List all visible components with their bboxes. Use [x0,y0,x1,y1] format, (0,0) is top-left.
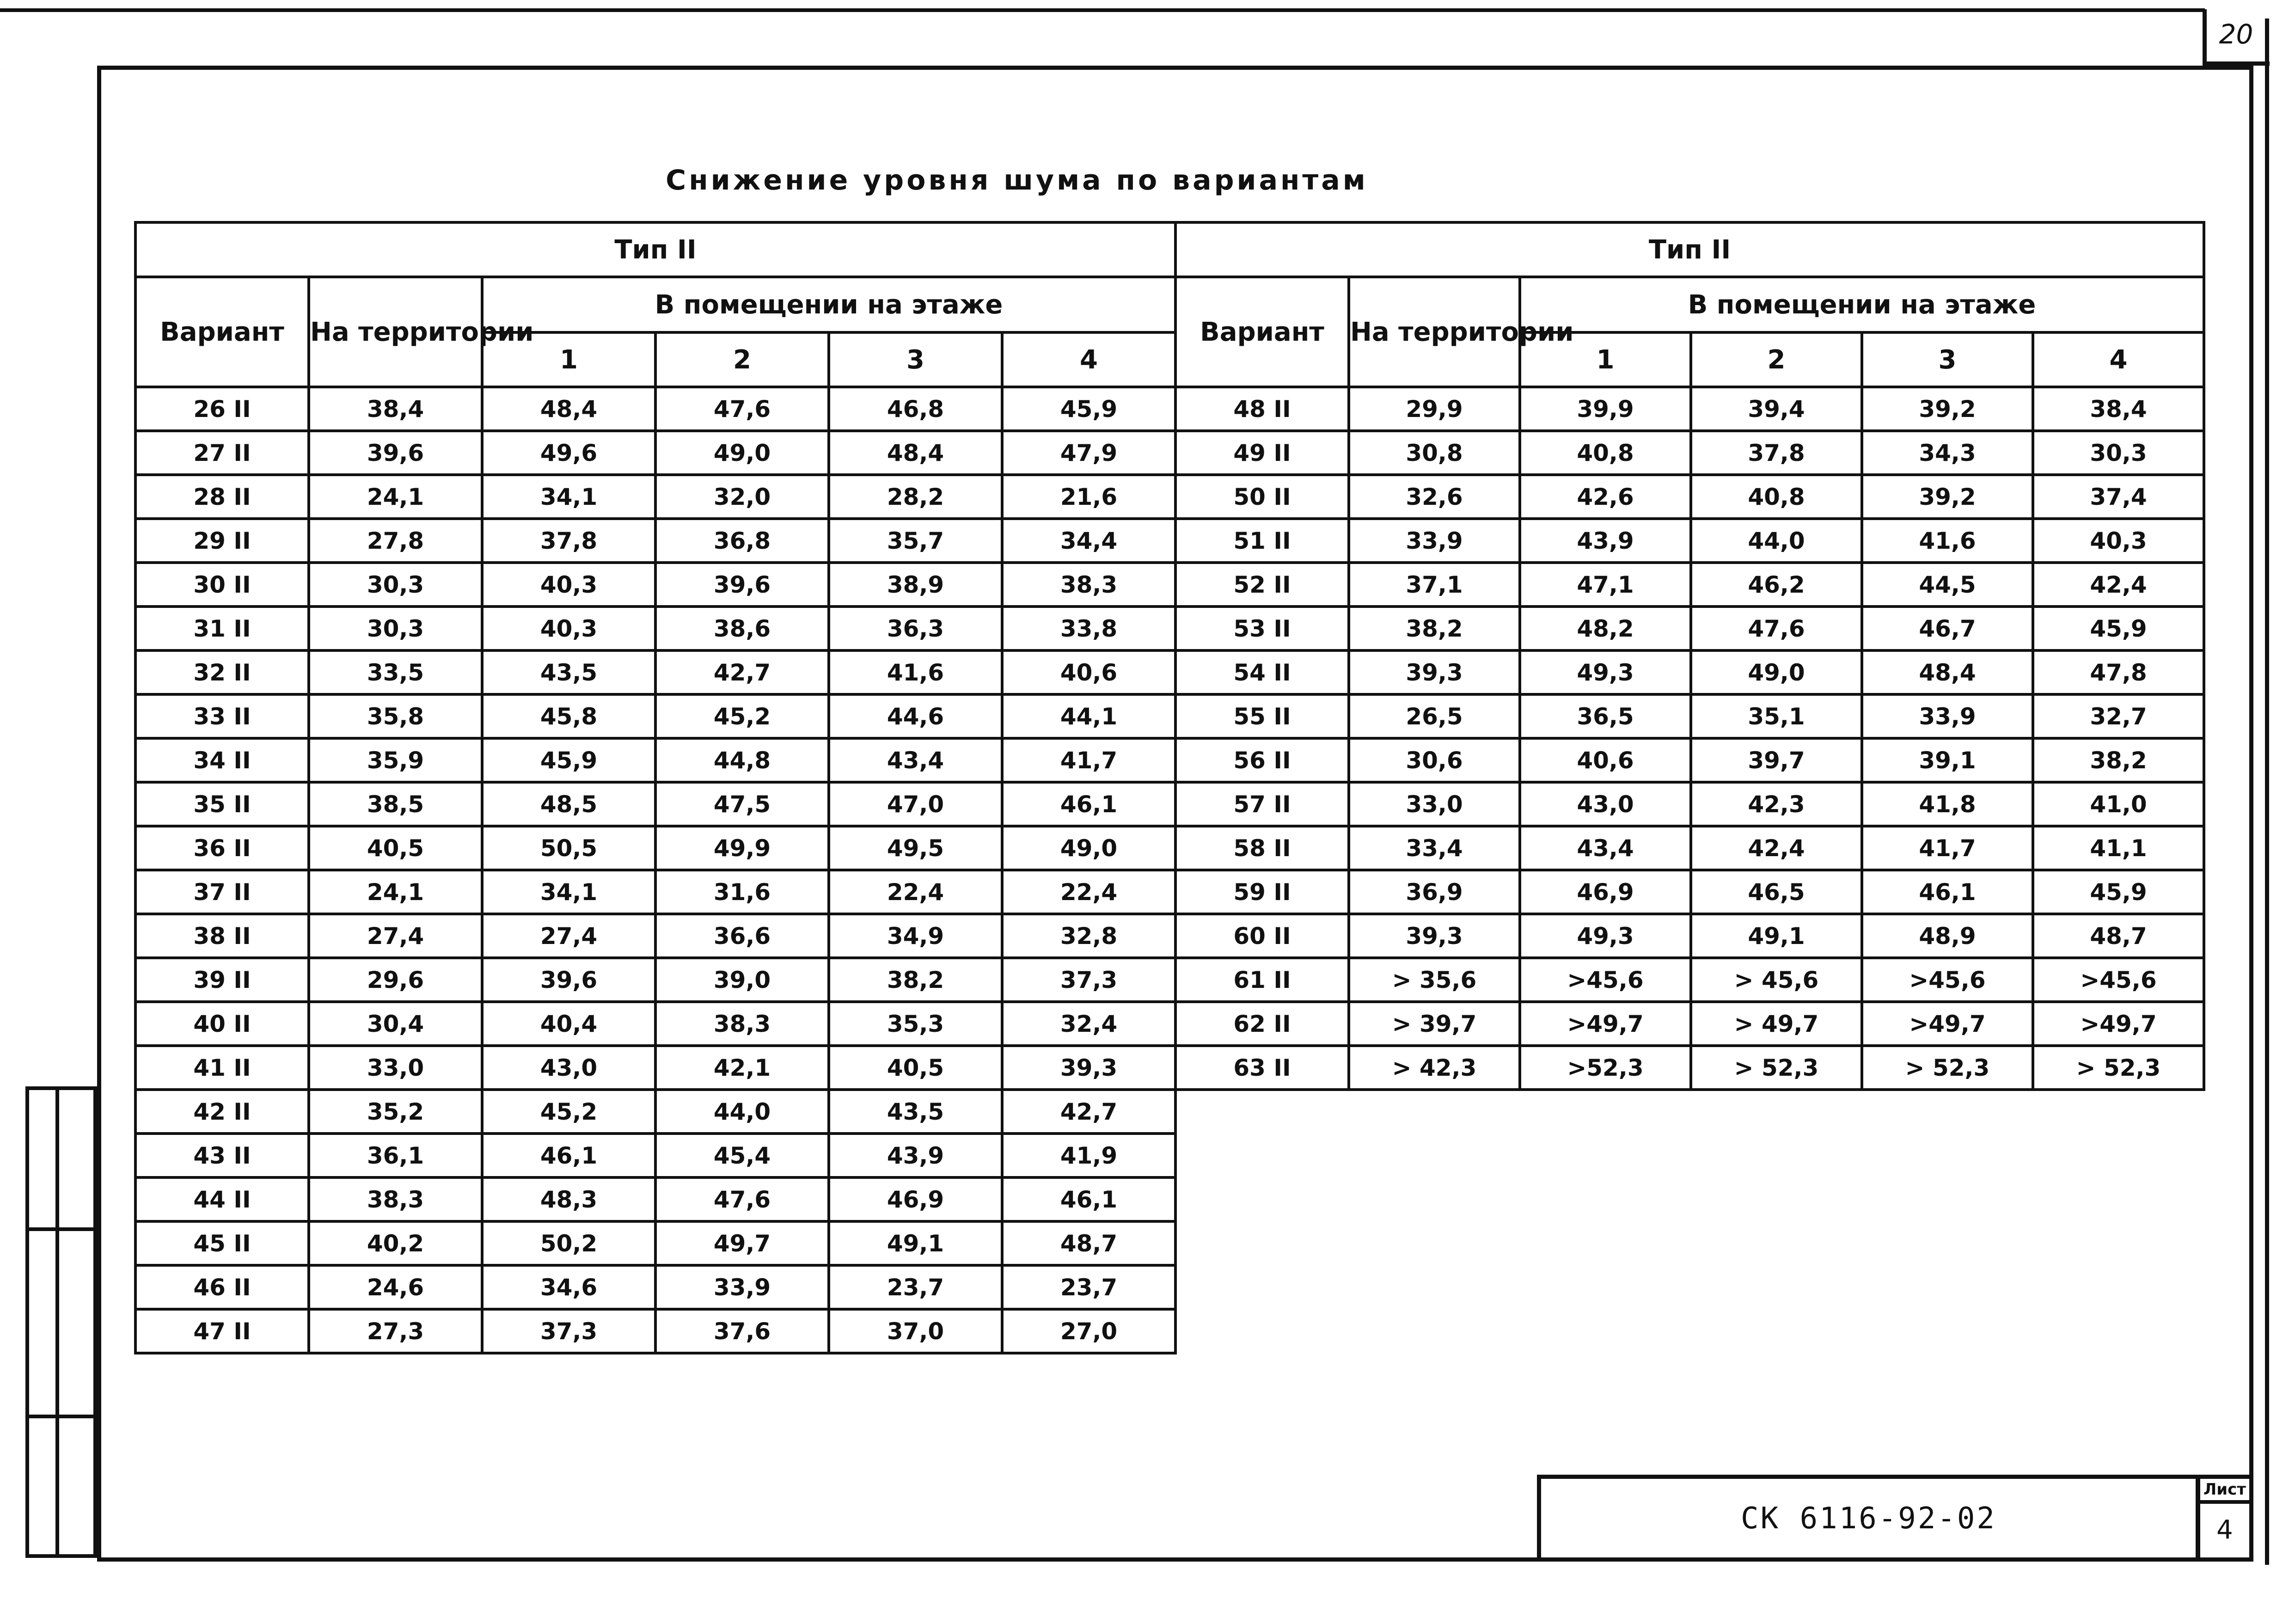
table-row [135,694,1175,738]
column-header-room: В помещении на этаже [1520,277,2204,332]
floor-2-cell: 39,0 [655,958,829,1002]
table-row [135,1002,1175,1046]
territory-cell: 35,8 [309,694,482,738]
territory-cell: > 35,6 [1349,958,1520,1002]
table-row [135,563,1175,607]
table-row [1175,694,2204,738]
floor-3-cell: 44,5 [1862,563,2033,607]
variant-cell: 27 II [135,431,309,475]
floor-4-cell: 41,7 [1002,738,1175,782]
floor-3-cell: 41,7 [1862,826,2033,870]
table-row [135,870,1175,914]
variant-cell: 37 II [135,870,309,914]
territory-cell: 29,9 [1349,387,1520,431]
floor-3-cell: 46,7 [1862,607,2033,650]
floor-4-cell: 37,4 [2033,475,2204,519]
table-row [135,782,1175,826]
territory-cell: 24,1 [309,475,482,519]
variant-cell: 48 II [1175,387,1349,431]
table-row [135,1265,1175,1309]
floor-4-cell: 32,8 [1002,914,1175,958]
variant-cell: 47 II [135,1309,309,1353]
floor-1-cell: 48,4 [482,387,655,431]
variant-cell: 31 II [135,607,309,650]
table-row [135,1134,1175,1177]
territory-cell: 38,2 [1349,607,1520,650]
floor-2-cell: > 45,6 [1691,958,1862,1002]
floor-2-cell: > 52,3 [1691,1046,1862,1090]
floor-2-cell: 36,8 [655,519,829,563]
floor-1-cell: 48,5 [482,782,655,826]
floor-4-cell: 22,4 [1002,870,1175,914]
variant-cell: 59 II [1175,870,1349,914]
territory-cell: > 39,7 [1349,1002,1520,1046]
floor-2-cell: 37,6 [655,1309,829,1353]
floor-3-cell: 35,3 [829,1002,1002,1046]
variant-cell: 43 II [135,1134,309,1177]
table-row [135,826,1175,870]
floor-4-cell: 23,7 [1002,1265,1175,1309]
floor-1-cell: 43,9 [1520,519,1691,563]
floor-1-cell: 42,6 [1520,475,1691,519]
variant-cell: 54 II [1175,650,1349,694]
variant-cell: 36 II [135,826,309,870]
floor-4-cell: 38,4 [2033,387,2204,431]
territory-cell: 27,8 [309,519,482,563]
floor-2-cell: 44,0 [655,1090,829,1134]
floor-2-cell: 36,6 [655,914,829,958]
floor-3-cell: 47,0 [829,782,1002,826]
territory-cell: 29,6 [309,958,482,1002]
column-header-territory: На территории [1349,277,1520,387]
floor-4-cell: 44,1 [1002,694,1175,738]
floor-header: 3 [1862,332,2033,387]
floor-1-cell: 27,4 [482,914,655,958]
floor-3-cell: 41,6 [1862,519,2033,563]
column-header-room: В помещении на этаже [482,277,1175,332]
territory-cell: 33,4 [1349,826,1520,870]
table-row [135,738,1175,782]
floor-3-cell: 33,9 [1862,694,2033,738]
variant-cell: 58 II [1175,826,1349,870]
territory-cell: 30,8 [1349,431,1520,475]
variant-cell: 62 II [1175,1002,1349,1046]
left-margin-divider [25,1227,97,1231]
table-row [1175,826,2204,870]
floor-2-cell: 39,7 [1691,738,1862,782]
territory-cell: 39,6 [309,431,482,475]
floor-2-cell: 47,6 [655,387,829,431]
floor-3-cell: 43,5 [829,1090,1002,1134]
table-row [135,607,1175,650]
floor-1-cell: 40,8 [1520,431,1691,475]
territory-cell: 37,1 [1349,563,1520,607]
territory-cell: 30,4 [309,1002,482,1046]
floor-3-cell: 49,1 [829,1221,1002,1265]
variant-cell: 41 II [135,1046,309,1090]
variant-cell: 28 II [135,475,309,519]
floor-1-cell: 34,1 [482,870,655,914]
table-row [135,914,1175,958]
variant-cell: 32 II [135,650,309,694]
floor-4-cell: 37,3 [1002,958,1175,1002]
table-row [1175,782,2204,826]
floor-2-cell: 46,5 [1691,870,1862,914]
floor-4-cell: 38,2 [2033,738,2204,782]
territory-cell: 33,9 [1349,519,1520,563]
territory-cell: 40,2 [309,1221,482,1265]
territory-cell: 27,3 [309,1309,482,1353]
variant-cell: 35 II [135,782,309,826]
variant-cell: 39 II [135,958,309,1002]
table-row [1175,475,2204,519]
document-code: СК 6116-92-02 [1741,1501,1996,1536]
floor-3-cell: 22,4 [829,870,1002,914]
floor-1-cell: 43,5 [482,650,655,694]
territory-cell: 24,6 [309,1265,482,1309]
floor-4-cell: 45,9 [2033,607,2204,650]
table-row [135,431,1175,475]
table-row [1175,914,2204,958]
floor-1-cell: 39,6 [482,958,655,1002]
floor-3-cell: 48,4 [1862,650,2033,694]
floor-1-cell: 37,3 [482,1309,655,1353]
table-row [135,475,1175,519]
noise-table-right [1174,221,2205,1091]
variant-cell: 55 II [1175,694,1349,738]
floor-4-cell: 46,1 [1002,1177,1175,1221]
floor-3-cell: 23,7 [829,1265,1002,1309]
floor-1-cell: 47,1 [1520,563,1691,607]
table-row [135,650,1175,694]
floor-4-cell: 41,1 [2033,826,2204,870]
floor-4-cell: 30,3 [2033,431,2204,475]
floor-1-cell: 37,8 [482,519,655,563]
floor-1-cell: 43,0 [482,1046,655,1090]
table-row [135,1090,1175,1134]
floor-2-cell: 42,7 [655,650,829,694]
floor-2-cell: 38,3 [655,1002,829,1046]
floor-4-cell: 40,6 [1002,650,1175,694]
floor-header: 2 [655,332,829,387]
floor-1-cell: 40,6 [1520,738,1691,782]
floor-3-cell: >49,7 [1862,1002,2033,1046]
type-header: Тип II [135,222,1175,277]
floor-4-cell: 41,9 [1002,1134,1175,1177]
sheet-number: 4 [2216,1515,2233,1545]
variant-cell: 40 II [135,1002,309,1046]
variant-cell: 38 II [135,914,309,958]
page-number: 20 [2219,18,2253,50]
table-row [135,958,1175,1002]
floor-1-cell: 48,3 [482,1177,655,1221]
top-border-line [0,8,2205,12]
floor-3-cell: 35,7 [829,519,1002,563]
floor-2-cell: 39,6 [655,563,829,607]
floor-1-cell: 49,3 [1520,650,1691,694]
floor-4-cell: 46,1 [1002,782,1175,826]
territory-cell: 40,5 [309,826,482,870]
floor-2-cell: 49,0 [1691,650,1862,694]
column-header-variant: Вариант [1175,277,1349,387]
floor-3-cell: 49,5 [829,826,1002,870]
floor-2-cell: 49,9 [655,826,829,870]
territory-cell: 38,4 [309,387,482,431]
floor-4-cell: 38,3 [1002,563,1175,607]
floor-3-cell: 39,2 [1862,387,2033,431]
variant-cell: 46 II [135,1265,309,1309]
floor-3-cell: 46,9 [829,1177,1002,1221]
floor-3-cell: 43,9 [829,1134,1002,1177]
floor-1-cell: 45,8 [482,694,655,738]
column-header-territory: На территории [309,277,482,387]
floor-1-cell: 49,6 [482,431,655,475]
territory-cell: 35,2 [309,1090,482,1134]
floor-2-cell: > 49,7 [1691,1002,1862,1046]
table-row [1175,431,2204,475]
table-row [135,1221,1175,1265]
floor-2-cell: 44,8 [655,738,829,782]
variant-cell: 51 II [1175,519,1349,563]
floor-1-cell: 39,9 [1520,387,1691,431]
floor-2-cell: 42,3 [1691,782,1862,826]
floor-4-cell: 42,4 [2033,563,2204,607]
territory-cell: 38,5 [309,782,482,826]
floor-1-cell: >49,7 [1520,1002,1691,1046]
territory-cell: 39,3 [1349,914,1520,958]
floor-1-cell: 43,4 [1520,826,1691,870]
floor-4-cell: 47,9 [1002,431,1175,475]
noise-table-left [134,221,1177,1354]
floor-4-cell: 21,6 [1002,475,1175,519]
table-row [1175,738,2204,782]
floor-1-cell: 43,0 [1520,782,1691,826]
floor-header: 2 [1691,332,1862,387]
floor-1-cell: 46,9 [1520,870,1691,914]
table-row [135,1309,1175,1353]
floor-3-cell: 41,8 [1862,782,2033,826]
floor-4-cell: 40,3 [2033,519,2204,563]
floor-3-cell: 48,4 [829,431,1002,475]
floor-3-cell: 34,3 [1862,431,2033,475]
type-header: Тип II [1175,222,2204,277]
floor-4-cell: 48,7 [1002,1221,1175,1265]
variant-cell: 52 II [1175,563,1349,607]
floor-1-cell: 34,6 [482,1265,655,1309]
floor-2-cell: 49,7 [655,1221,829,1265]
floor-2-cell: 33,9 [655,1265,829,1309]
table-row [1175,519,2204,563]
floor-3-cell: >45,6 [1862,958,2033,1002]
territory-cell: 27,4 [309,914,482,958]
floor-3-cell: 39,2 [1862,475,2033,519]
floor-2-cell: 42,1 [655,1046,829,1090]
floor-1-cell: 45,9 [482,738,655,782]
variant-cell: 34 II [135,738,309,782]
floor-4-cell: 39,3 [1002,1046,1175,1090]
floor-4-cell: 32,7 [2033,694,2204,738]
variant-cell: 53 II [1175,607,1349,650]
variant-cell: 29 II [135,519,309,563]
floor-1-cell: 45,2 [482,1090,655,1134]
floor-4-cell: 48,7 [2033,914,2204,958]
floor-3-cell: 46,1 [1862,870,2033,914]
variant-cell: 61 II [1175,958,1349,1002]
floor-3-cell: 37,0 [829,1309,1002,1353]
floor-2-cell: 45,4 [655,1134,829,1177]
floor-3-cell: 43,4 [829,738,1002,782]
floor-4-cell: >45,6 [2033,958,2204,1002]
floor-2-cell: 31,6 [655,870,829,914]
territory-cell: 32,6 [1349,475,1520,519]
floor-3-cell: 38,9 [829,563,1002,607]
variant-cell: 44 II [135,1177,309,1221]
table-row [1175,563,2204,607]
floor-4-cell: 27,0 [1002,1309,1175,1353]
floor-4-cell: 33,8 [1002,607,1175,650]
floor-4-cell: 41,0 [2033,782,2204,826]
variant-cell: 42 II [135,1090,309,1134]
floor-2-cell: 32,0 [655,475,829,519]
floor-2-cell: 42,4 [1691,826,1862,870]
territory-cell: > 42,3 [1349,1046,1520,1090]
variant-cell: 45 II [135,1221,309,1265]
floor-3-cell: > 52,3 [1862,1046,2033,1090]
floor-header: 4 [2033,332,2204,387]
floor-1-cell: 49,3 [1520,914,1691,958]
floor-3-cell: 44,6 [829,694,1002,738]
table-body [1175,387,2204,1090]
territory-cell: 38,3 [309,1177,482,1221]
floor-4-cell: > 52,3 [2033,1046,2204,1090]
table-row [1175,958,2204,1002]
table-row [1175,1046,2204,1090]
floor-4-cell: 42,7 [1002,1090,1175,1134]
floor-1-cell: 34,1 [482,475,655,519]
floor-2-cell: 40,8 [1691,475,1862,519]
table-row [135,1046,1175,1090]
page-title: Снижение уровня шума по вариантам [666,164,1368,196]
floor-3-cell: 39,1 [1862,738,2033,782]
floor-3-cell: 40,5 [829,1046,1002,1090]
floor-4-cell: >49,7 [2033,1002,2204,1046]
floor-header: 1 [1520,332,1691,387]
floor-3-cell: 38,2 [829,958,1002,1002]
table-row [135,1177,1175,1221]
floor-3-cell: 41,6 [829,650,1002,694]
territory-cell: 33,0 [1349,782,1520,826]
table-row [135,387,1175,431]
territory-cell: 33,0 [309,1046,482,1090]
floor-3-cell: 34,9 [829,914,1002,958]
territory-cell: 39,3 [1349,650,1520,694]
floor-2-cell: 39,4 [1691,387,1862,431]
floor-3-cell: 28,2 [829,475,1002,519]
floor-4-cell: 34,4 [1002,519,1175,563]
territory-cell: 30,6 [1349,738,1520,782]
floor-2-cell: 49,1 [1691,914,1862,958]
variant-cell: 26 II [135,387,309,431]
column-header-variant: Вариант [135,277,309,387]
sheet-box-divider [2196,1500,2253,1504]
floor-2-cell: 37,8 [1691,431,1862,475]
floor-4-cell: 49,0 [1002,826,1175,870]
variant-cell: 60 II [1175,914,1349,958]
floor-1-cell: >45,6 [1520,958,1691,1002]
territory-cell: 24,1 [309,870,482,914]
left-margin-divider [55,1086,59,1558]
floor-4-cell: 45,9 [1002,387,1175,431]
floor-4-cell: 47,8 [2033,650,2204,694]
floor-header: 1 [482,332,655,387]
variant-cell: 56 II [1175,738,1349,782]
floor-header: 4 [1002,332,1175,387]
variant-cell: 50 II [1175,475,1349,519]
territory-cell: 36,9 [1349,870,1520,914]
table-row [1175,870,2204,914]
floor-2-cell: 45,2 [655,694,829,738]
variant-cell: 49 II [1175,431,1349,475]
floor-3-cell: 36,3 [829,607,1002,650]
floor-2-cell: 47,6 [1691,607,1862,650]
floor-header: 3 [829,332,1002,387]
floor-2-cell: 47,6 [655,1177,829,1221]
floor-1-cell: 50,5 [482,826,655,870]
floor-2-cell: 47,5 [655,782,829,826]
floor-2-cell: 35,1 [1691,694,1862,738]
territory-cell: 33,5 [309,650,482,694]
floor-3-cell: 46,8 [829,387,1002,431]
floor-2-cell: 38,6 [655,607,829,650]
territory-cell: 30,3 [309,607,482,650]
table-row [135,519,1175,563]
variant-cell: 63 II [1175,1046,1349,1090]
floor-1-cell: 40,3 [482,563,655,607]
territory-cell: 36,1 [309,1134,482,1177]
left-margin-stamp [25,1086,97,1558]
table-row [1175,607,2204,650]
territory-cell: 26,5 [1349,694,1520,738]
floor-2-cell: 44,0 [1691,519,1862,563]
left-margin-divider [25,1415,97,1418]
table-body [135,387,1175,1353]
floor-2-cell: 46,2 [1691,563,1862,607]
table-row [1175,1002,2204,1046]
table-row [1175,650,2204,694]
territory-cell: 30,3 [309,563,482,607]
table-row [1175,387,2204,431]
floor-1-cell: 40,3 [482,607,655,650]
floor-2-cell: 49,0 [655,431,829,475]
variant-cell: 30 II [135,563,309,607]
floor-1-cell: >52,3 [1520,1046,1691,1090]
floor-4-cell: 32,4 [1002,1002,1175,1046]
variant-cell: 57 II [1175,782,1349,826]
sheet-label: Лист [2203,1480,2246,1499]
floor-1-cell: 46,1 [482,1134,655,1177]
floor-3-cell: 48,9 [1862,914,2033,958]
floor-1-cell: 36,5 [1520,694,1691,738]
floor-1-cell: 48,2 [1520,607,1691,650]
variant-cell: 33 II [135,694,309,738]
floor-1-cell: 40,4 [482,1002,655,1046]
floor-4-cell: 45,9 [2033,870,2204,914]
floor-1-cell: 50,2 [482,1221,655,1265]
outer-right-line [2265,18,2269,1565]
territory-cell: 35,9 [309,738,482,782]
